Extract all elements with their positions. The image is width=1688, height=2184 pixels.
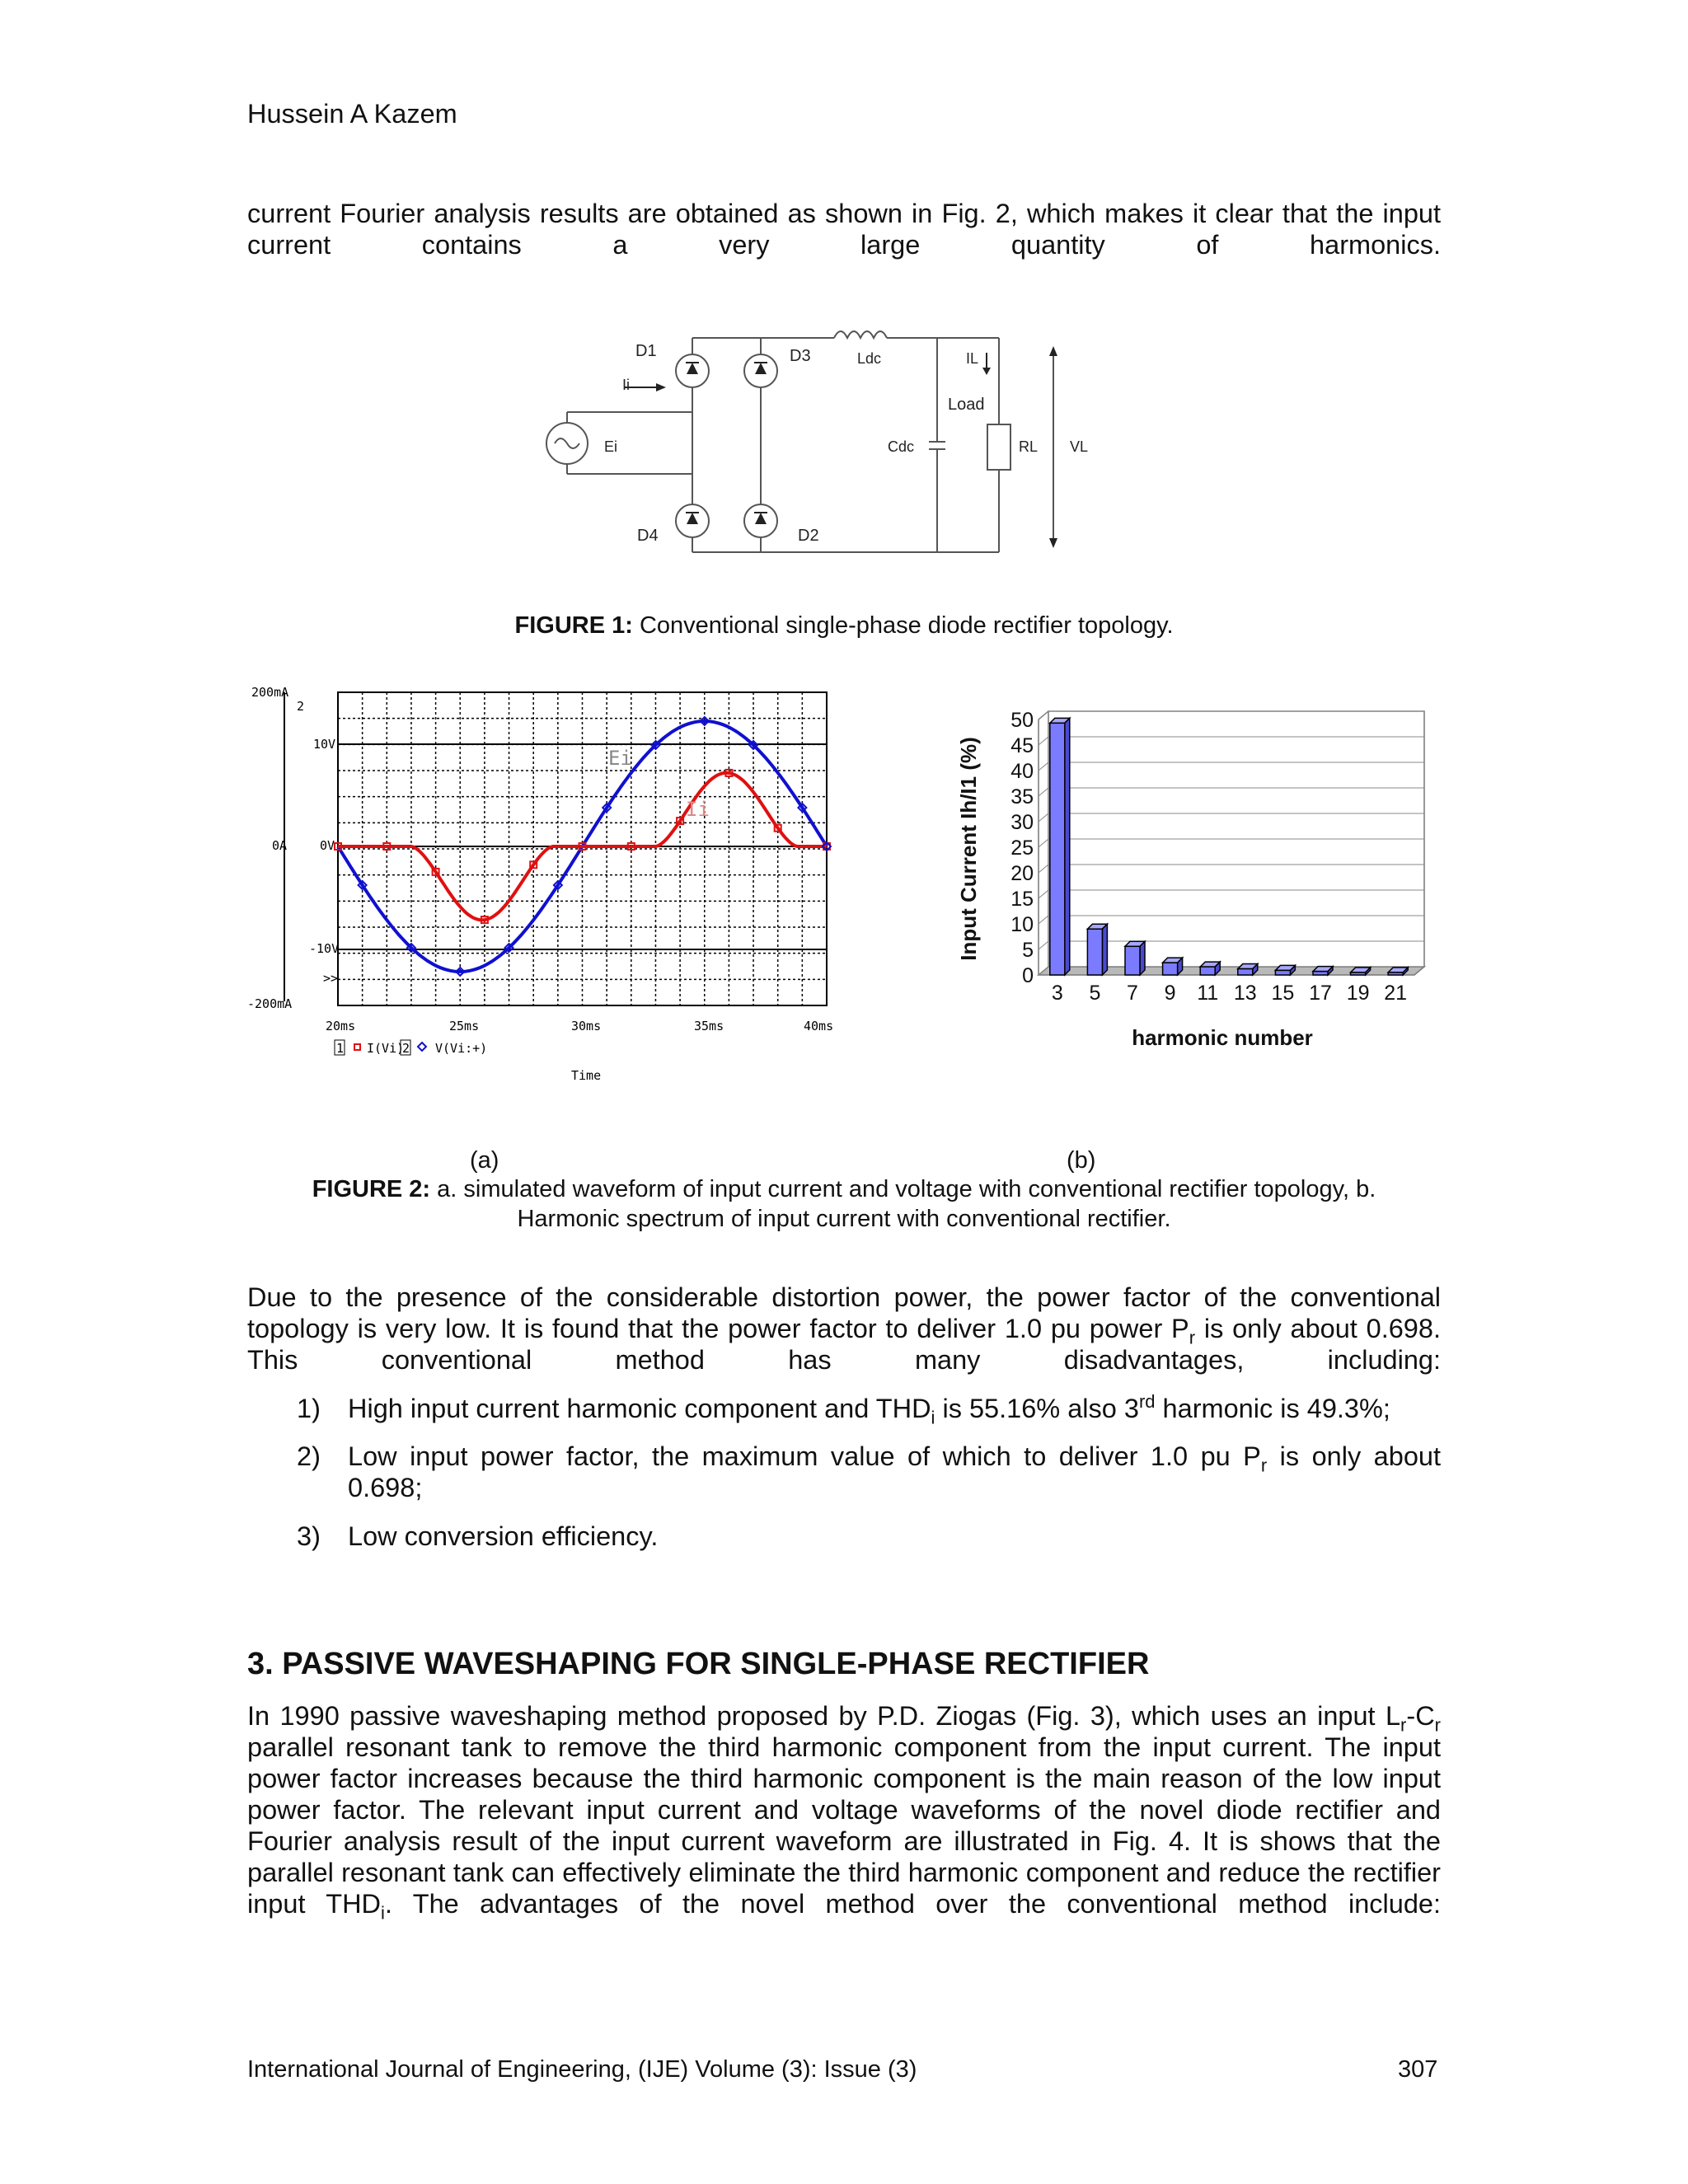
x-axis-label-time: Time: [571, 1068, 602, 1083]
x-tick-20ms: 20ms: [326, 1019, 356, 1033]
y-right-tick-10v: 10V: [313, 737, 336, 752]
label-d2: D2: [798, 527, 819, 545]
x-tick-label: 17: [1309, 982, 1332, 1005]
axis-marker-2: 2: [297, 699, 305, 714]
x-tick-label: 9: [1164, 982, 1176, 1005]
y-tick-label: 50: [1010, 709, 1034, 732]
bar-harmonic-5: [1087, 924, 1107, 975]
load-resistor-symbol: [987, 424, 1010, 470]
axis-arrow-marker: >>: [323, 971, 339, 986]
x-tick-label: 11: [1197, 982, 1219, 1005]
label-vl: VL: [1070, 438, 1089, 455]
list-item-1: 1) High input current harmonic component and $THD_i$ is 55.16% also 3rd harmonic is 49.3%;: [297, 1391, 1390, 1428]
section-heading: 3. PASSIVE WAVESHAPING FOR SINGLE-PHASE RECTIFIER: [247, 1647, 1150, 1681]
y-tick-label: 10: [1010, 913, 1034, 936]
diode-d4-symbol: [676, 504, 709, 537]
y-tick-label: 40: [1010, 760, 1034, 783]
bar-harmonic-21: [1388, 968, 1408, 975]
y-tick-label: 30: [1010, 811, 1034, 834]
y-right-tick-0v: 0V: [320, 838, 335, 853]
label-d1: D1: [635, 342, 657, 360]
label-il: IL: [966, 350, 979, 367]
footer-journal: International Journal of Engineering, (IJE) Volume (3): Issue (3): [247, 2056, 917, 2083]
legend-voltage-label: V(Vi:+): [435, 1041, 488, 1056]
list-item-3: 3) Low conversion efficiency.: [297, 1521, 659, 1551]
label-d3: D3: [790, 347, 811, 365]
y-tick-label: 35: [1010, 785, 1034, 808]
list-item-2: 2) Low input power factor, the maximum value of which to deliver 1.0 pu $P_r$ is only about 0.698;: [297, 1441, 1442, 1502]
figure-2a-waveform: [247, 676, 841, 1096]
bar-harmonic-11: [1200, 962, 1220, 975]
label-load: Load: [948, 396, 985, 414]
figure-2b-bar-chart: [940, 692, 1451, 1063]
bar-harmonic-17: [1313, 967, 1333, 975]
x-tick-25ms: 25ms: [449, 1019, 480, 1033]
x-tick-label: 13: [1233, 982, 1257, 1005]
y-tick-label: 45: [1010, 734, 1034, 757]
diode-d2-symbol: [744, 504, 777, 537]
y-axis-label: Input Current Ih/I1 (%): [956, 737, 981, 961]
label-d4: D4: [637, 527, 659, 545]
figure-1-circuit: [528, 305, 1121, 569]
subfig-label-a: (a): [470, 1147, 499, 1174]
y-tick-label: 15: [1010, 888, 1034, 911]
bar-harmonic-19: [1351, 968, 1371, 975]
x-tick-30ms: 30ms: [571, 1019, 602, 1033]
label-ei: Ei: [604, 438, 618, 455]
label-rl: RL: [1019, 438, 1039, 455]
subfig-label-b: (b): [1067, 1147, 1096, 1174]
x-tick-label: 5: [1089, 982, 1101, 1005]
x-tick-label: 15: [1271, 982, 1295, 1005]
y-left-tick-neg200ma: -200mA: [247, 996, 293, 1011]
bar-harmonic-9: [1163, 958, 1183, 975]
x-tick-label: 19: [1346, 982, 1370, 1005]
y-tick-label: 0: [1022, 964, 1034, 987]
x-tick-label: 7: [1127, 982, 1138, 1005]
y-tick-label: 20: [1010, 862, 1034, 885]
x-tick-35ms: 35ms: [694, 1019, 724, 1033]
diode-d1-symbol: [676, 354, 709, 387]
legend-current-label: I(Vi): [367, 1041, 405, 1056]
bar-harmonic-13: [1238, 964, 1258, 975]
footer-page-number: 307: [1398, 2056, 1438, 2083]
figure-1-caption: FIGURE 1: Conventional single-phase diode rectifier topology.: [514, 612, 1174, 639]
y-tick-label: 25: [1010, 837, 1034, 860]
y-right-tick-neg10v: -10V: [309, 941, 340, 956]
x-axis-label: harmonic number: [1132, 1025, 1313, 1050]
paragraph-2: Due to the presence of the considerable distortion power, the power factor of the conventional topology is very low. It is found that the power factor to deliver 1.0 pu power $P_r$ is only about 0.698. This conventional method has many disadvantages, including:: [247, 1282, 1441, 1375]
x-tick-label: 3: [1051, 982, 1063, 1005]
bar-harmonic-15: [1275, 965, 1295, 975]
label-cdc: Cdc: [888, 438, 915, 455]
legend-1-number: 1: [336, 1041, 345, 1056]
y-left-tick-0a: 0A: [272, 838, 288, 853]
label-ldc: Ldc: [857, 350, 882, 367]
label-ii: Ii: [622, 377, 630, 393]
x-tick-label: 21: [1384, 982, 1408, 1005]
diode-d3-symbol: [744, 354, 777, 387]
paragraph-1: current Fourier analysis results are obtained as shown in Fig. 2, which makes it clear that the input current contains a very large quantity of harmonics.: [247, 199, 1441, 260]
curve-label-ii: Ii: [686, 798, 710, 821]
x-tick-40ms: 40ms: [804, 1019, 834, 1033]
running-header: [247, 99, 457, 129]
curve-label-ei: Ei: [608, 747, 632, 770]
bar-harmonic-7: [1125, 941, 1145, 975]
legend-2-number: 2: [402, 1041, 410, 1056]
y-tick-label: 5: [1022, 939, 1034, 962]
paragraph-3: In 1990 passive waveshaping method proposed by P.D. Ziogas (Fig. 3), which uses an input $L_r-C_r$ parallel resonant tank to remove the third harmonic component from the input current. The input power factor increases because the third harmonic component is the main reason of the low input power factor. The relevant input current and voltage waveforms of the novel diode rectifier and Fourier analysis result of the input current waveform are illustrated in Fig. 4. It is shows that the parallel resonant tank can effectively eliminate the third harmonic component and reduce the rectifier input $THD_i$. The advantages of the novel method over the conventional method include:: [247, 1701, 1441, 1924]
figure-2-caption: FIGURE 2: a. simulated waveform of input current and voltage with conventional rectifier topology, b. Harmonic spectrum of input current with conventional rectifier.: [312, 1176, 1376, 1232]
y-left-tick-200ma: 200mA: [251, 685, 289, 700]
bar-harmonic-3: [1050, 718, 1070, 975]
author-name: Hussein A Kazem: [247, 99, 457, 129]
